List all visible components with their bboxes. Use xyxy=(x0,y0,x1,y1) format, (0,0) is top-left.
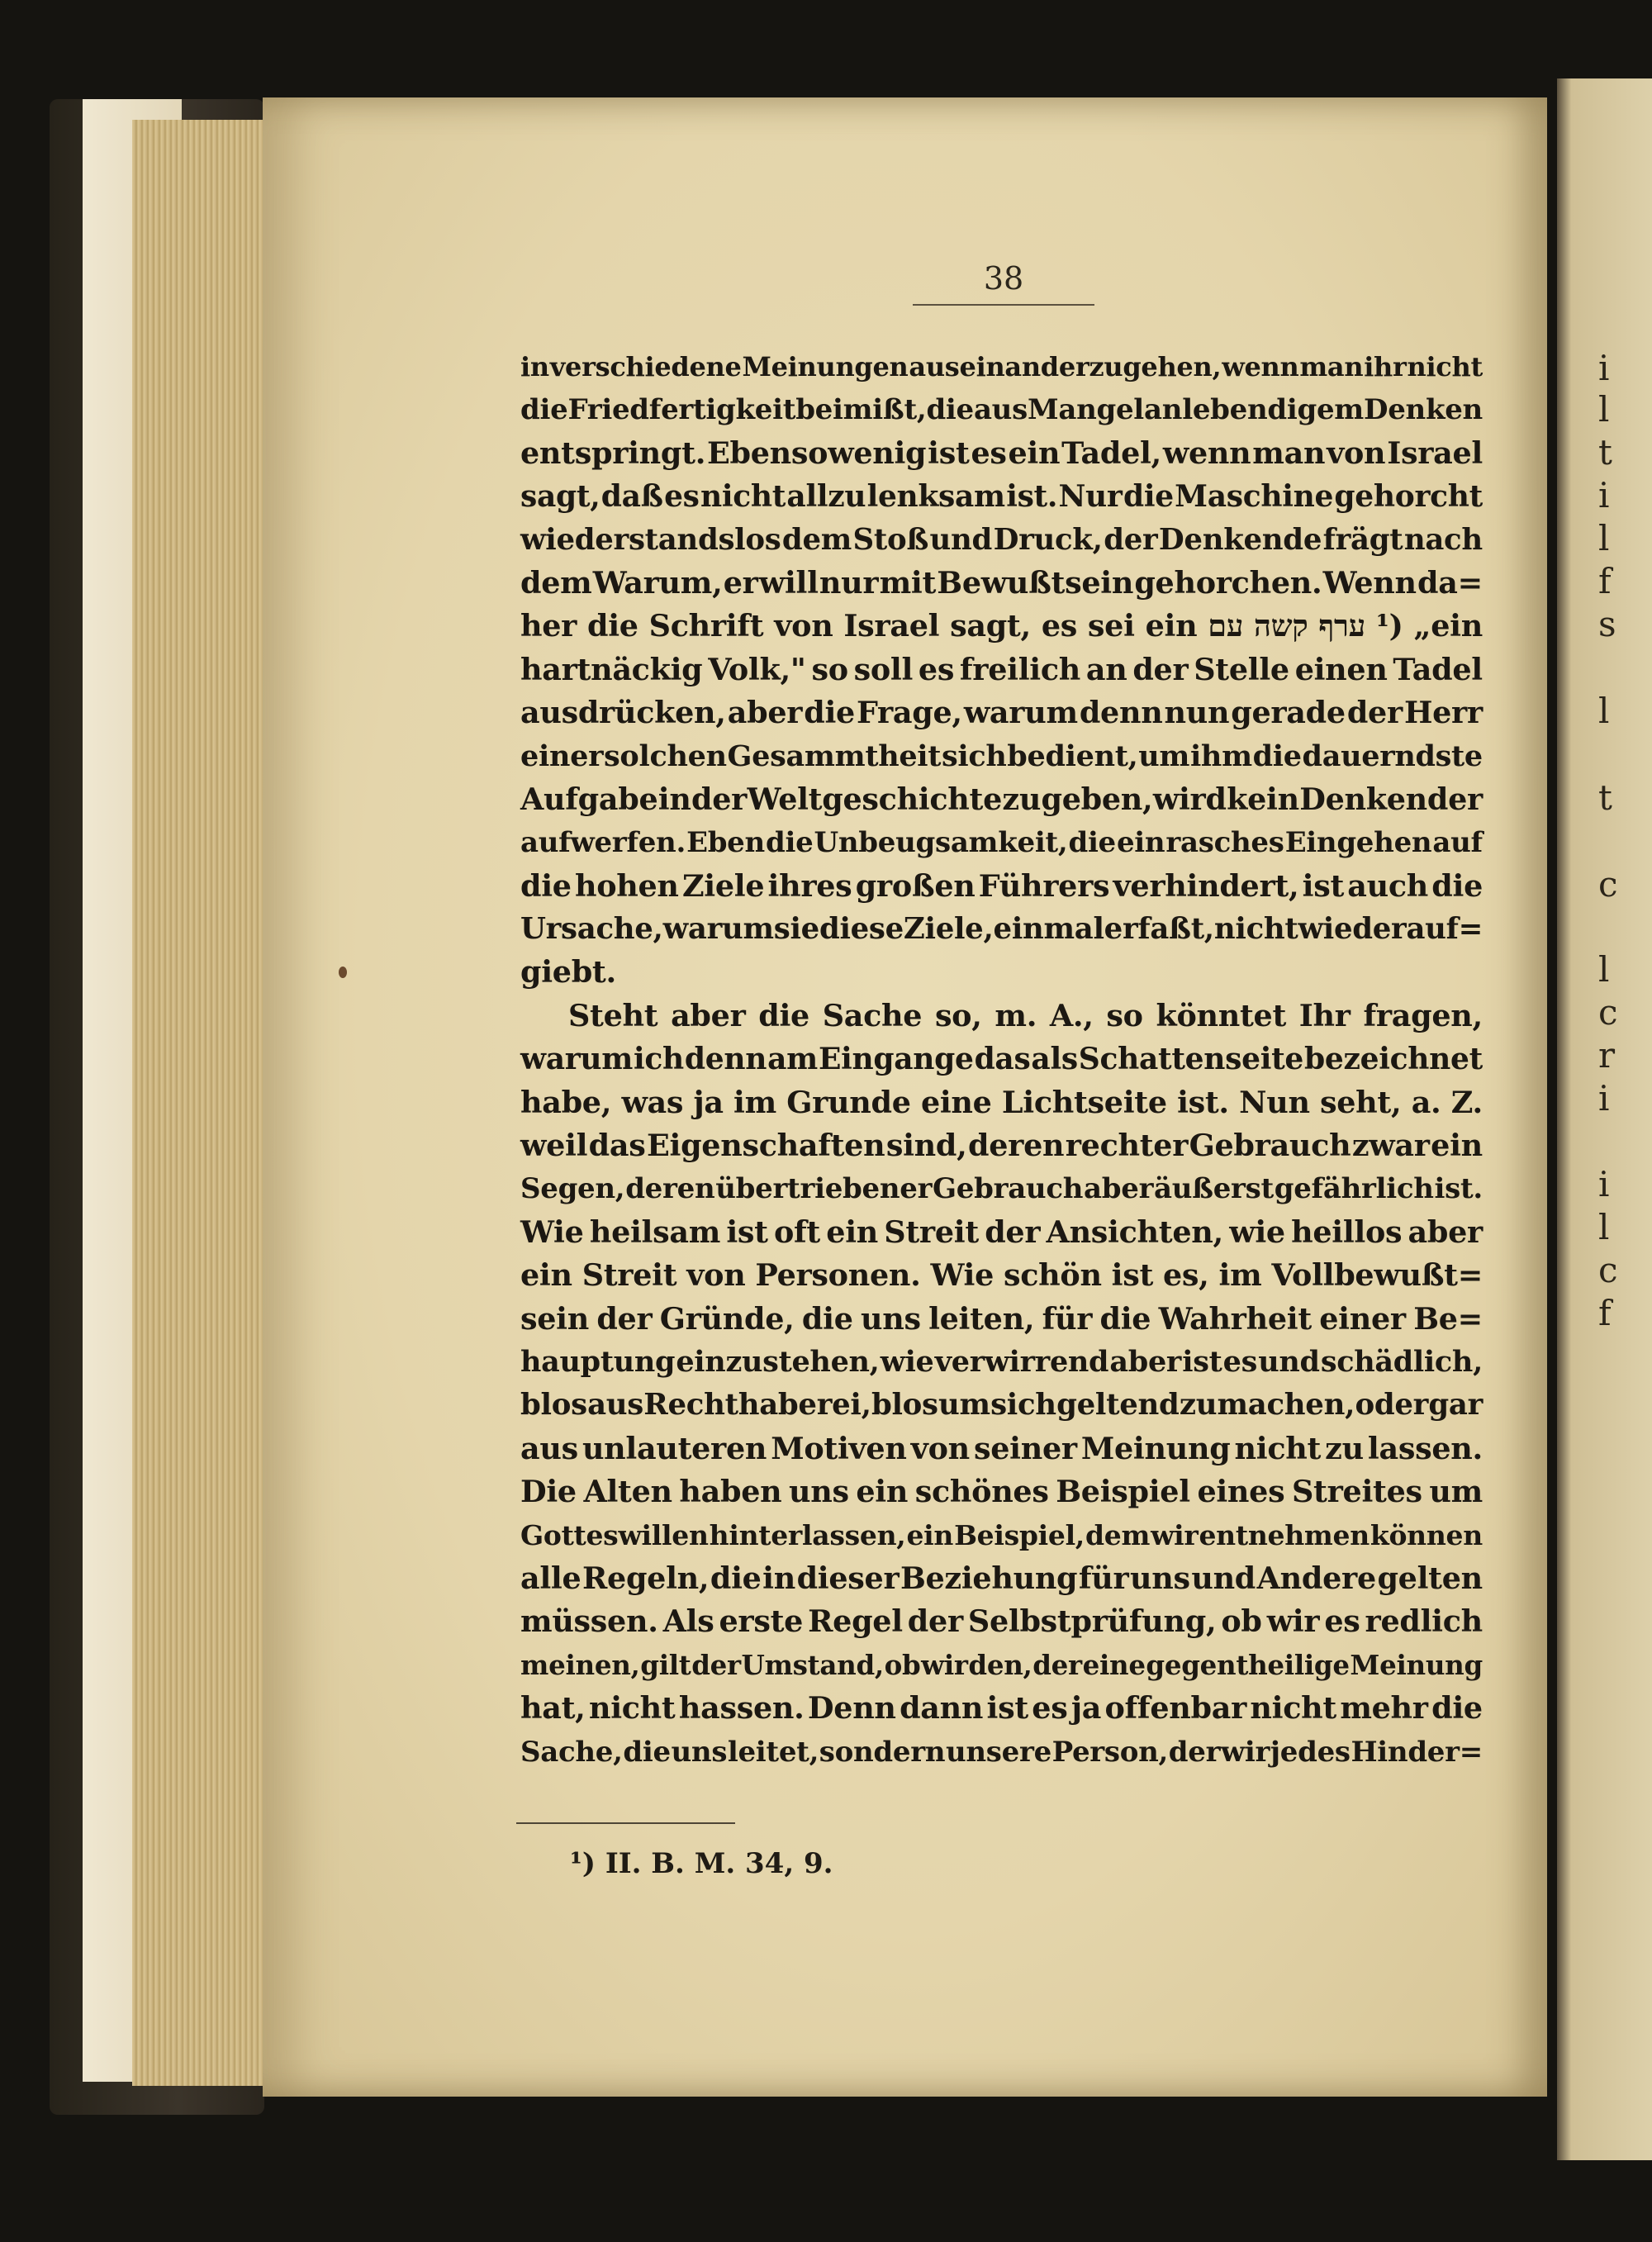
text-line: einer solchen Gesammtheit sich bedient, um ihm die dauerndste xyxy=(520,739,1483,773)
text-line: die Friedfertigkeit beimißt, die aus Mangel an lebendigem Denken xyxy=(520,393,1483,427)
adjacent-fragment: i xyxy=(1598,348,1610,388)
page-edges xyxy=(132,120,273,2086)
footnote: ¹) II. B. M. 34, 9. xyxy=(570,1847,833,1880)
text-line: Segen, deren übertriebener Gebrauch aber äußerst gefährlich ist. xyxy=(520,1172,1483,1206)
text-line: Sache, die uns leitet, sondern unsere Person, der wir jedes Hinder= xyxy=(520,1735,1483,1769)
text-line: Aufgabe in der Weltgeschichte zu geben, wird kein Denkender xyxy=(520,781,1483,817)
text-line: warum ich denn am Eingange das als Schattenseite bezeichnet xyxy=(520,1042,1483,1077)
adjacent-fragment: t xyxy=(1598,777,1612,818)
text-line: entspringt. Ebensowenig ist es ein Tadel, wenn man von Israel xyxy=(520,435,1483,471)
text-line: alle Regeln, die in dieser Beziehung für uns und Andere gelten xyxy=(520,1560,1483,1596)
adjacent-fragment: c xyxy=(1598,864,1618,905)
text-line: wiederstandslos dem Stoß und Druck, der Denkende frägt nach xyxy=(520,522,1483,557)
adjacent-fragment: c xyxy=(1598,992,1618,1033)
text-line: Die Alten haben uns ein schönes Beispiel eines Streites um xyxy=(520,1474,1483,1510)
text-line: sein der Gründe, die uns leiten, für die Wahrheit einer Be= xyxy=(520,1300,1483,1337)
text-line: dem Warum, er will nur mit Bewußtsein gehorchen. Wenn da= xyxy=(520,564,1483,601)
text-line: sagt, daß es nicht allzu lenksam ist. Nur die Maschine gehorcht xyxy=(520,479,1483,515)
text-line: aus unlauteren Motiven von seiner Meinung nicht zu lassen. xyxy=(520,1430,1483,1466)
text-line: hat, nicht hassen. Denn dann ist es ja offenbar nicht mehr die xyxy=(520,1690,1483,1727)
adjacent-fragment: f xyxy=(1598,561,1612,601)
adjacent-fragment: f xyxy=(1598,1293,1612,1333)
text-line: blos aus Rechthaberei, blos um sich geltend zu machen, oder gar xyxy=(520,1388,1483,1423)
text-line: ein Streit von Personen. Wie schön ist es, im Vollbewußt= xyxy=(520,1257,1483,1294)
text-line: aufwerfen. Eben die Unbeugsamkeit, die ein rasches Eingehen auf xyxy=(520,826,1483,860)
text-line: Steht aber die Sache so, m. A., so könntet Ihr fragen, xyxy=(568,997,1483,1033)
adjacent-fragment: l xyxy=(1598,518,1610,558)
adjacent-fragment: l xyxy=(1598,1207,1610,1247)
adjacent-fragment: i xyxy=(1598,1078,1610,1119)
text-line: giebt. xyxy=(520,954,616,990)
footnote-rule xyxy=(516,1822,735,1824)
text-line: weil das Eigenschaften sind, deren rechter Gebrauch zwar ein xyxy=(520,1128,1483,1164)
adjacent-fragment: i xyxy=(1598,1164,1610,1204)
adjacent-fragment: t xyxy=(1598,432,1612,473)
body-text xyxy=(520,345,1483,1774)
text-line: Gotteswillen hinterlassen, ein Beispiel, dem wir entnehmen können xyxy=(520,1518,1483,1551)
adjacent-page xyxy=(1557,78,1652,2160)
adjacent-fragment: r xyxy=(1598,1035,1616,1076)
adjacent-fragment: i xyxy=(1598,475,1610,515)
text-line: in verschiedene Meinungen auseinanderzugehen, wenn man ihr nicht xyxy=(520,351,1483,382)
text-line: hauptung einzustehen, wie verwirrend aber ist es und schädlich, xyxy=(520,1344,1483,1379)
adjacent-fragment: l xyxy=(1598,389,1610,430)
text-line: müssen. Als erste Regel der Selbstprüfung, ob wir es redlich xyxy=(520,1603,1483,1640)
text-line: ausdrücken, aber die Frage, warum denn nun gerade der Herr xyxy=(520,695,1483,731)
adjacent-fragment: l xyxy=(1598,949,1610,990)
text-line: meinen, gilt der Umstand, ob wir den, der eine gegentheilige Meinung xyxy=(520,1648,1483,1681)
text-line: die hohen Ziele ihres großen Führers verhindert, ist auch die xyxy=(520,867,1483,904)
header-rule xyxy=(913,304,1094,306)
text-line: habe, was ja im Grunde eine Lichtseite ist. Nun seht, a. Z. xyxy=(520,1084,1483,1120)
text-line: her die Schrift von Israel sagt, es sei ein עם קשה ערף ¹) „ein xyxy=(520,608,1483,644)
text-line: Wie heilsam ist oft ein Streit der Ansichten, wie heillos aber xyxy=(520,1214,1483,1250)
text-line: Ursache, warum sie diese Ziele, einmal erfaßt, nicht wieder auf= xyxy=(520,912,1483,947)
adjacent-fragment: l xyxy=(1598,691,1610,731)
adjacent-fragment: s xyxy=(1598,604,1616,644)
adjacent-fragment: c xyxy=(1598,1250,1618,1290)
text-line: hartnäckig Volk," so soll es freilich an der Stelle einen Tadel xyxy=(520,651,1483,687)
page-stain xyxy=(339,967,347,978)
page-number: 38 xyxy=(983,260,1024,297)
